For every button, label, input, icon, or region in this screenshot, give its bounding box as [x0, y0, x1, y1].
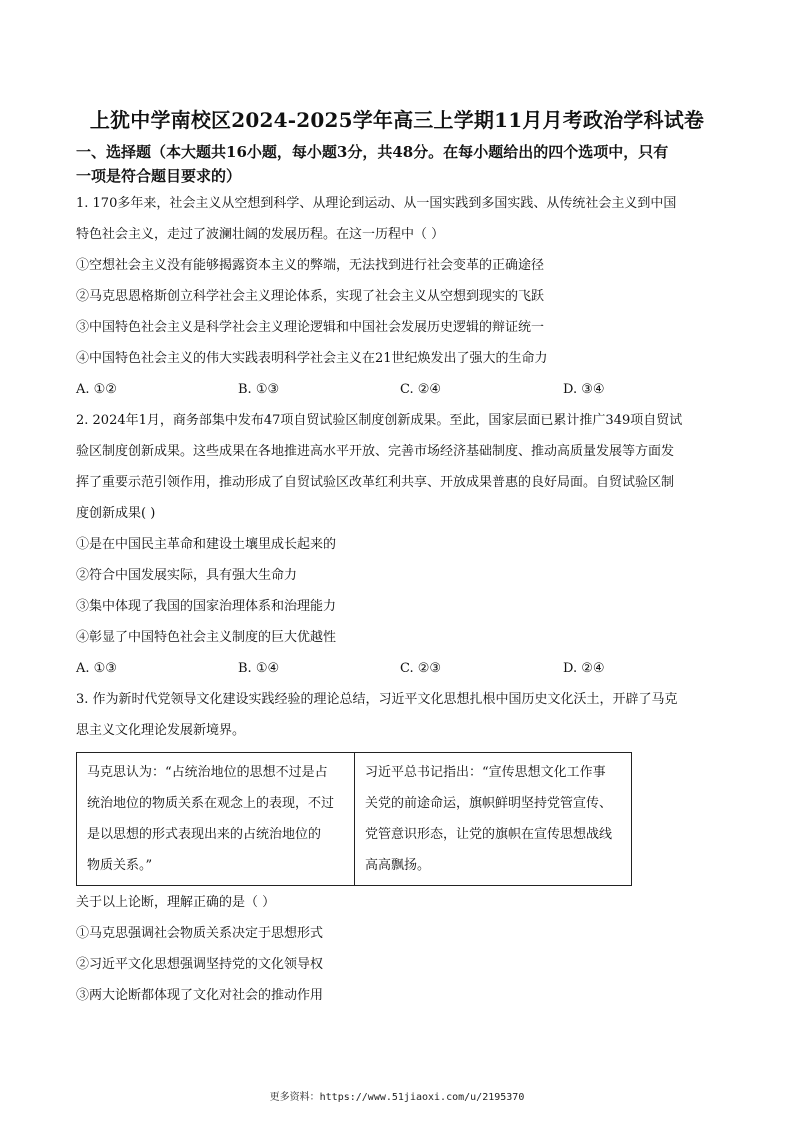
- quote-line: 物质关系。”: [87, 858, 153, 873]
- quote-cell-marx: [77, 753, 355, 885]
- quote-line: 关党的前途命运，旗帜鲜明坚持党管宣传、: [365, 796, 613, 811]
- statement-1: ①马克思强调社会物质关系决定于思想形式: [76, 926, 324, 941]
- option-c[interactable]: C. ②③: [400, 661, 442, 676]
- statement-4: ④彰显了中国特色社会主义制度的巨大优越性: [76, 630, 337, 645]
- statement-1: ①空想社会主义没有能够揭露资本主义的弊端，无法找到进行社会变革的正确途径: [76, 258, 545, 273]
- answer-options-q2: [76, 653, 726, 684]
- quote-table: [76, 752, 632, 886]
- question-stem-line: 挥了重要示范引领作用，推动形成了自贸试验区改革红利共享、开放成果普惠的良好局面。自贸试验区制: [76, 475, 675, 490]
- option-a[interactable]: A. ①③: [76, 661, 117, 676]
- question-1: [76, 188, 726, 374]
- quote-line: 高高飘扬。: [365, 858, 431, 873]
- quote-line: 党管意识形态，让党的旗帜在宣传思想战线: [365, 827, 613, 842]
- section-heading: [76, 140, 726, 188]
- section-heading-line: 一、选择题（本大题共16小题，每小题3分，共48分。在每小题给出的四个选项中，只有: [76, 143, 669, 161]
- quote-line: 统治地位的物质关系在观念上的表现，不过: [87, 796, 335, 811]
- statement-2: ②习近平文化思想强调坚持党的文化领导权: [76, 957, 324, 972]
- quote-line: 习近平总书记指出：“宣传思想文化工作事: [365, 765, 606, 780]
- question-stem-line: 1. 170多年来，社会主义从空想到科学、从理论到运动、从一国实践到多国实践、从传统社会主义到中国: [76, 196, 677, 211]
- page-title: 上犹中学南校区2024-2025学年高三上学期11月月考政治学科试卷: [89, 108, 705, 132]
- question-2: [76, 405, 726, 653]
- statement-1: ①是在中国民主革命和建设土壤里成长起来的: [76, 537, 337, 552]
- question-3-continued: [76, 887, 726, 1011]
- question-stem-line: 验区制度创新成果。这些成果在各地推进高水平开放、完善市场经济基础制度、推动高质量发展等方面发: [76, 444, 675, 459]
- footer-link[interactable]: 更多资料：https://www.51jiaoxi.com/u/2195370: [269, 1092, 525, 1103]
- section-heading-line: 一项是符合题目要求的）: [76, 167, 242, 185]
- quote-cell-xi: [355, 753, 631, 885]
- option-b[interactable]: B. ①④: [238, 661, 280, 676]
- quote-line: 马克思认为：“占统治地位的思想不过是占: [87, 765, 328, 780]
- question-stem-line: 特色社会主义，走过了波澜壮阔的发展历程。在这一历程中（ ）: [76, 227, 445, 242]
- statement-3: ③两大论断都体现了文化对社会的推动作用: [76, 988, 324, 1003]
- statement-2: ②马克思恩格斯创立科学社会主义理论体系，实现了社会主义从空想到现实的飞跃: [76, 289, 545, 304]
- question-stem-line: 3. 作为新时代党领导文化建设实践经验的理论总结，习近平文化思想扎根中国历史文化沃土，开辟了马克: [76, 692, 678, 707]
- question-3: [76, 684, 726, 746]
- question-stem-line: 度创新成果( ): [76, 506, 156, 521]
- option-d[interactable]: D. ②④: [563, 661, 605, 676]
- quote-line: 是以思想的形式表现出来的占统治地位的: [87, 827, 322, 842]
- question-stem-line: 思主义文化理论发展新境界。: [76, 723, 246, 738]
- option-d[interactable]: D. ③④: [563, 382, 605, 397]
- statement-2: ②符合中国发展实际，具有强大生命力: [76, 568, 298, 583]
- answer-options-q1: [76, 374, 726, 405]
- option-b[interactable]: B. ①③: [238, 382, 280, 397]
- statement-4: ④中国特色社会主义的伟大实践表明科学社会主义在21世纪焕发出了强大的生命力: [76, 351, 548, 366]
- statement-3: ③集中体现了我国的国家治理体系和治理能力: [76, 599, 337, 614]
- question-prompt: 关于以上论断，理解正确的是（ ）: [76, 895, 276, 910]
- option-a[interactable]: A. ①②: [76, 382, 117, 397]
- option-c[interactable]: C. ②④: [400, 382, 442, 397]
- question-stem-line: 2. 2024年1月，商务部集中发布47项自贸试验区制度创新成果。至此，国家层面已累计推广349项自贸试: [76, 413, 683, 428]
- statement-3: ③中国特色社会主义是科学社会主义理论逻辑和中国社会发展历史逻辑的辩证统一: [76, 320, 545, 335]
